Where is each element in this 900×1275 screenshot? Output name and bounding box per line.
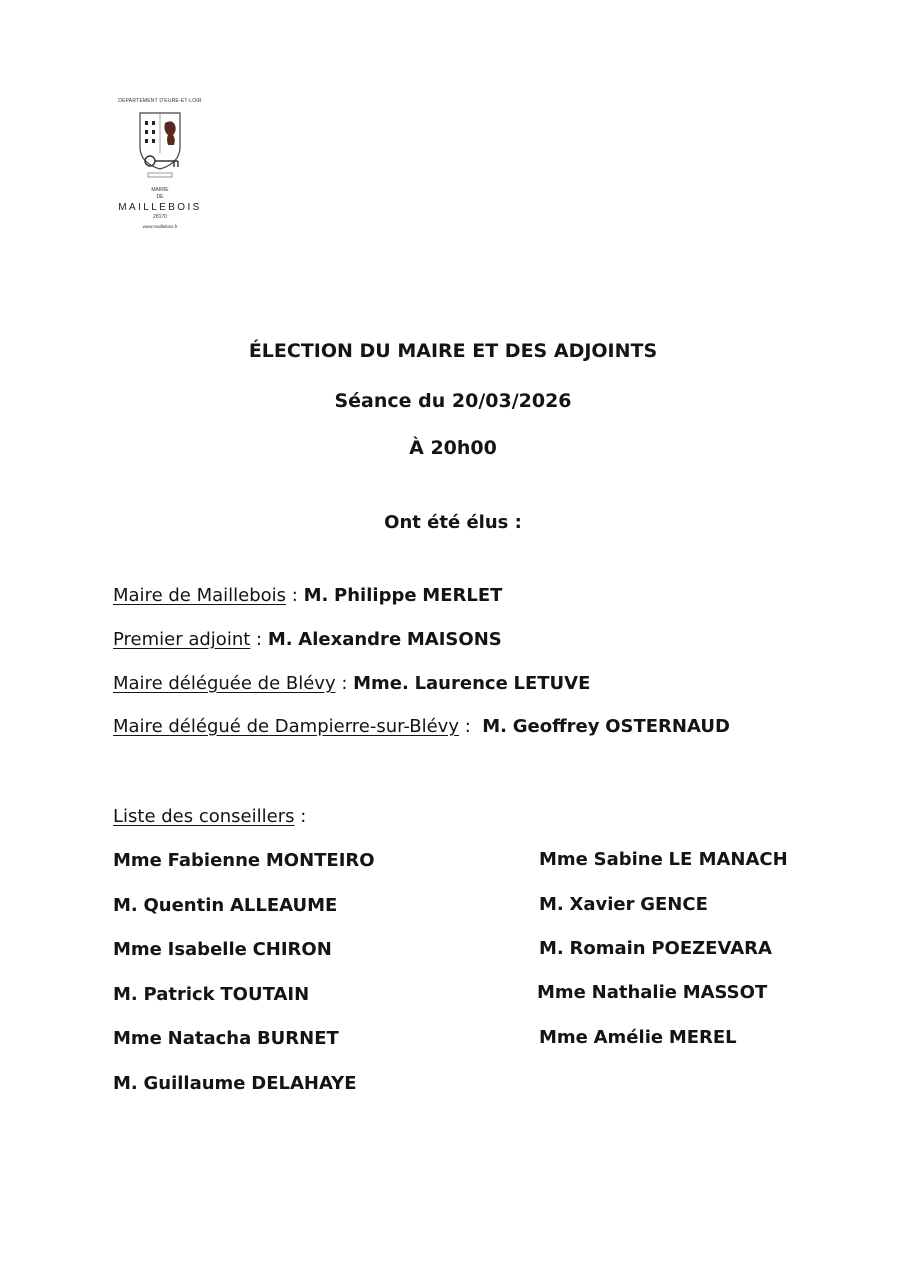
- official-role: Maire déléguée de Blévy: [113, 673, 336, 694]
- councillor-first-name: Xavier: [569, 894, 635, 915]
- official-first-name: Geoffrey: [512, 716, 600, 737]
- councillor-last-name: CHIRON: [252, 939, 332, 960]
- councillor-first-name: Isabelle: [167, 939, 247, 960]
- councillor-left-1: [113, 850, 375, 871]
- town-hall-logo: [104, 98, 216, 229]
- official-role: Maire délégué de Dampierre-sur-Blévy: [113, 716, 459, 737]
- councillor-last-name: MASSOT: [682, 982, 768, 1003]
- official-separator: :: [250, 629, 268, 650]
- councillor-title: Mme: [539, 1027, 588, 1048]
- councillor-last-name: LE MANACH: [668, 849, 788, 870]
- councillor-first-name: Patrick: [143, 984, 215, 1005]
- councillor-first-name: Romain: [569, 938, 646, 959]
- official-first-name: Alexandre: [298, 629, 402, 650]
- official-mayor: [113, 585, 502, 606]
- councillor-last-name: POEZEVARA: [651, 938, 772, 959]
- elected-intro: Ont été élus :: [384, 512, 522, 533]
- councillor-title: M.: [113, 1073, 138, 1094]
- councillor-title: Mme: [113, 850, 162, 871]
- official-last-name: MERLET: [422, 585, 503, 606]
- councillor-right-3: [539, 938, 772, 959]
- councillor-last-name: ALLEAUME: [229, 895, 338, 916]
- official-role: Premier adjoint: [113, 629, 251, 650]
- councillor-left-5: [113, 1028, 339, 1049]
- official-last-name: LETUVE: [513, 673, 591, 694]
- councillor-right-2: [539, 894, 708, 915]
- councillors-title: Liste des conseillers: [113, 806, 295, 827]
- official-last-name: MAISONS: [406, 629, 502, 650]
- councillor-last-name: MEREL: [668, 1027, 737, 1048]
- councillor-first-name: Nathalie: [591, 982, 677, 1003]
- councillor-first-name: Guillaume: [143, 1073, 246, 1094]
- official-delegate-blevy: [113, 673, 590, 694]
- official-first-deputy: [113, 629, 502, 650]
- councillor-last-name: MONTEIRO: [265, 850, 375, 871]
- councillor-right-5: [539, 1027, 737, 1048]
- official-title: M.: [303, 585, 329, 606]
- councillor-first-name: Sabine: [593, 849, 663, 870]
- official-separator: :: [286, 585, 304, 606]
- document-title: ÉLECTION DU MAIRE ET DES ADJOINTS: [248, 340, 658, 362]
- councillor-last-name: GENCE: [640, 894, 708, 915]
- official-separator: :: [459, 716, 483, 737]
- official-title: Mme.: [353, 673, 409, 694]
- councillor-left-6: [113, 1073, 357, 1094]
- councillor-right-4: [537, 982, 767, 1003]
- logo-website: www.maillebois.fr: [142, 224, 178, 229]
- official-title: M.: [267, 629, 293, 650]
- logo-mairie: MAIRIE: [151, 187, 169, 193]
- official-title: M.: [482, 716, 507, 737]
- councillor-last-name: TOUTAIN: [220, 984, 310, 1005]
- logo-town-name: MAILLEBOIS: [118, 202, 202, 213]
- councillor-title: Mme: [113, 1028, 162, 1049]
- session-time: À 20h00: [409, 437, 497, 459]
- councillor-right-1: [539, 849, 788, 870]
- councillor-title: Mme: [537, 982, 586, 1003]
- councillors-heading: [113, 806, 306, 827]
- councillor-last-name: BURNET: [256, 1028, 339, 1049]
- councillor-title: Mme: [539, 849, 588, 870]
- councillor-title: M.: [539, 938, 564, 959]
- councillor-left-3: [113, 939, 332, 960]
- official-first-name: Philippe: [334, 585, 417, 606]
- coat-of-arms-icon: [128, 107, 192, 187]
- councillor-first-name: Amélie: [593, 1027, 664, 1048]
- councillor-title: M.: [113, 895, 138, 916]
- councillor-left-2: [113, 895, 337, 916]
- councillor-last-name: DELAHAYE: [251, 1073, 357, 1094]
- session-date: Séance du 20/03/2026: [334, 390, 572, 412]
- councillor-title: M.: [113, 984, 138, 1005]
- logo-department: DEPARTEMENT D'EURE-ET-LOIR: [118, 98, 202, 104]
- official-separator: :: [335, 673, 354, 694]
- councillor-title: Mme: [113, 939, 162, 960]
- official-last-name: OSTERNAUD: [605, 716, 730, 737]
- councillor-first-name: Quentin: [143, 895, 225, 916]
- councillor-left-4: [113, 984, 309, 1005]
- councillor-first-name: Natacha: [167, 1028, 252, 1049]
- councillor-title: M.: [539, 894, 564, 915]
- official-first-name: Laurence: [414, 673, 508, 694]
- councillors-title-separator: :: [294, 806, 307, 827]
- councillor-first-name: Fabienne: [167, 850, 261, 871]
- logo-de: DE: [156, 194, 164, 200]
- official-delegate-dampierre: [113, 716, 730, 737]
- logo-postal-code: 28170: [153, 214, 167, 220]
- official-role: Maire de Maillebois: [113, 585, 287, 606]
